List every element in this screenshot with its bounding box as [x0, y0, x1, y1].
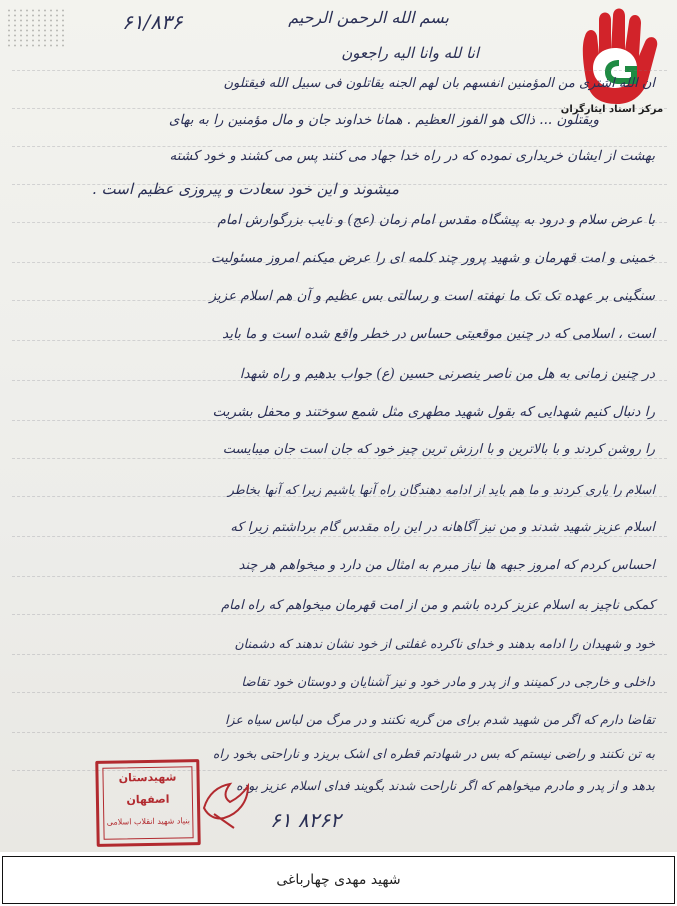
letter-line: اسلام را یاری کردند و ما هم باید از ادامه دهندگان راه آنها باشیم زیرا که آنها بخاطر: [227, 482, 655, 497]
letter-line: ان الله اشتری من المؤمنین انفسهم بان لهم الجنه یقاتلون فی سبیل الله فیقتلون: [223, 76, 655, 91]
letter-line: تقاضا دارم که اگر من شهید شدم برای من گریه نکنند و در مرگ من لباس سیاه عزا: [225, 712, 655, 727]
ruled-line: [12, 70, 667, 71]
stamp-line: شهیدستان: [118, 770, 177, 785]
archive-number-bottom: ۶۱ ۸۲۶۲: [270, 808, 341, 832]
letter-line: خود و شهیدان را ادامه بدهند و خدای ناکرده غفلتی از خود نشان ندهند که دشمنان: [234, 636, 655, 651]
letter-line: اسلام عزیز شهید شدند و من نیز آگاهانه در این راه مقدس گام برداشتم زیرا که: [230, 520, 655, 535]
archive-number-top: ۶۱/۸۳۶: [122, 10, 183, 34]
ruled-line: [12, 536, 667, 537]
letter-line: داخلی و خارجی در کمینند و از پدر و مادر خود و نیز آشنایان و دوستان خود تقاضا: [241, 674, 655, 689]
letter-line: را دنبال کنیم شهدایی که بقول شهید مطهری مثل شمع سوختند و محفل بشریت: [212, 404, 655, 420]
letter-line: به تن نکنند و راضی نیستم که بس در شهادتم قطره ای اشک بریزد و ناراحتی بخود راه: [212, 746, 655, 761]
letter-line: خمینی و امت قهرمان و شهید پرور چند کلمه ای را عرض میکنم امروز مسئولیت: [210, 250, 655, 266]
caption-text: شهید مهدی چهارباغی: [276, 872, 401, 888]
letter-line: با عرض سلام و درود به پیشگاه مقدس امام زمان (عج) و نایب بزرگوارش امام: [217, 212, 655, 228]
ruled-line: [12, 458, 667, 459]
letter-line: بدهد و از پدر و مادرم میخواهم که اگر ناراحت شدند بگویند فدای اسلام عزیز بوده: [236, 778, 655, 793]
caption-box: [2, 856, 675, 904]
letter-line: کمکی ناچیز به اسلام عزیز کرده باشم و من از امت قهرمان میخواهم که راه امام: [221, 598, 655, 613]
letter-line: سنگینی بر عهده تک تک ما نهفته است و رسالتی بس عظیم و آن هم اسلام عزیز: [209, 288, 655, 304]
ruled-line: [12, 420, 667, 421]
ruled-line: [12, 692, 667, 693]
letter-line: در چنین زمانی به هل من ناصر ینصرنی حسین (ع) جواب بدهیم و راه شهدا: [239, 366, 655, 382]
red-stamp: [95, 759, 200, 847]
logo-caption: مرکز اسناد ایثارگران: [560, 104, 664, 115]
letter-line: بسم الله الرحمن الرحیم: [288, 8, 449, 27]
stamp-line: اصفهان: [126, 792, 170, 807]
letter-line: احساس کردم که امروز جبهه ها نیاز مبرم به امثال من دارد و میخواهم هر چند: [238, 558, 655, 573]
ruled-line: [12, 576, 667, 577]
stamp-emblem-icon: [194, 768, 254, 832]
ruled-line: [12, 732, 667, 733]
stamp-small-text: بنیاد شهید انقلاب اسلامی: [106, 816, 190, 827]
letter-line: بهشت از ایشان خریداری نموده که در راه خدا جهاد می کنند پس می کشند و خود کشته: [169, 148, 655, 164]
ruled-line: [12, 614, 667, 615]
ruled-line: [12, 108, 667, 109]
letter-line: است ، اسلامی که در چنین موقعیتی حساس در خطر واقع شده است و ما باید: [222, 326, 655, 342]
scan-noise: [6, 8, 66, 48]
hand-logo-icon: [569, 6, 669, 116]
letter-line: میشوند و این خود سعادت و پیروزی عظیم است .: [92, 180, 399, 198]
ruled-line: [12, 654, 667, 655]
letter-line: را روشن کردند و با بالاترین و با ارزش ترین چیز خود که جان است جان میبایست: [222, 442, 655, 457]
letter-line: ویقتلون ... ذالک هو الفوز العظیم . همانا خداوند جان و مال مؤمنین را به بهای: [168, 112, 599, 128]
ruled-line: [12, 146, 667, 147]
letter-line: انا لله وانا الیه راجعون: [341, 44, 479, 62]
